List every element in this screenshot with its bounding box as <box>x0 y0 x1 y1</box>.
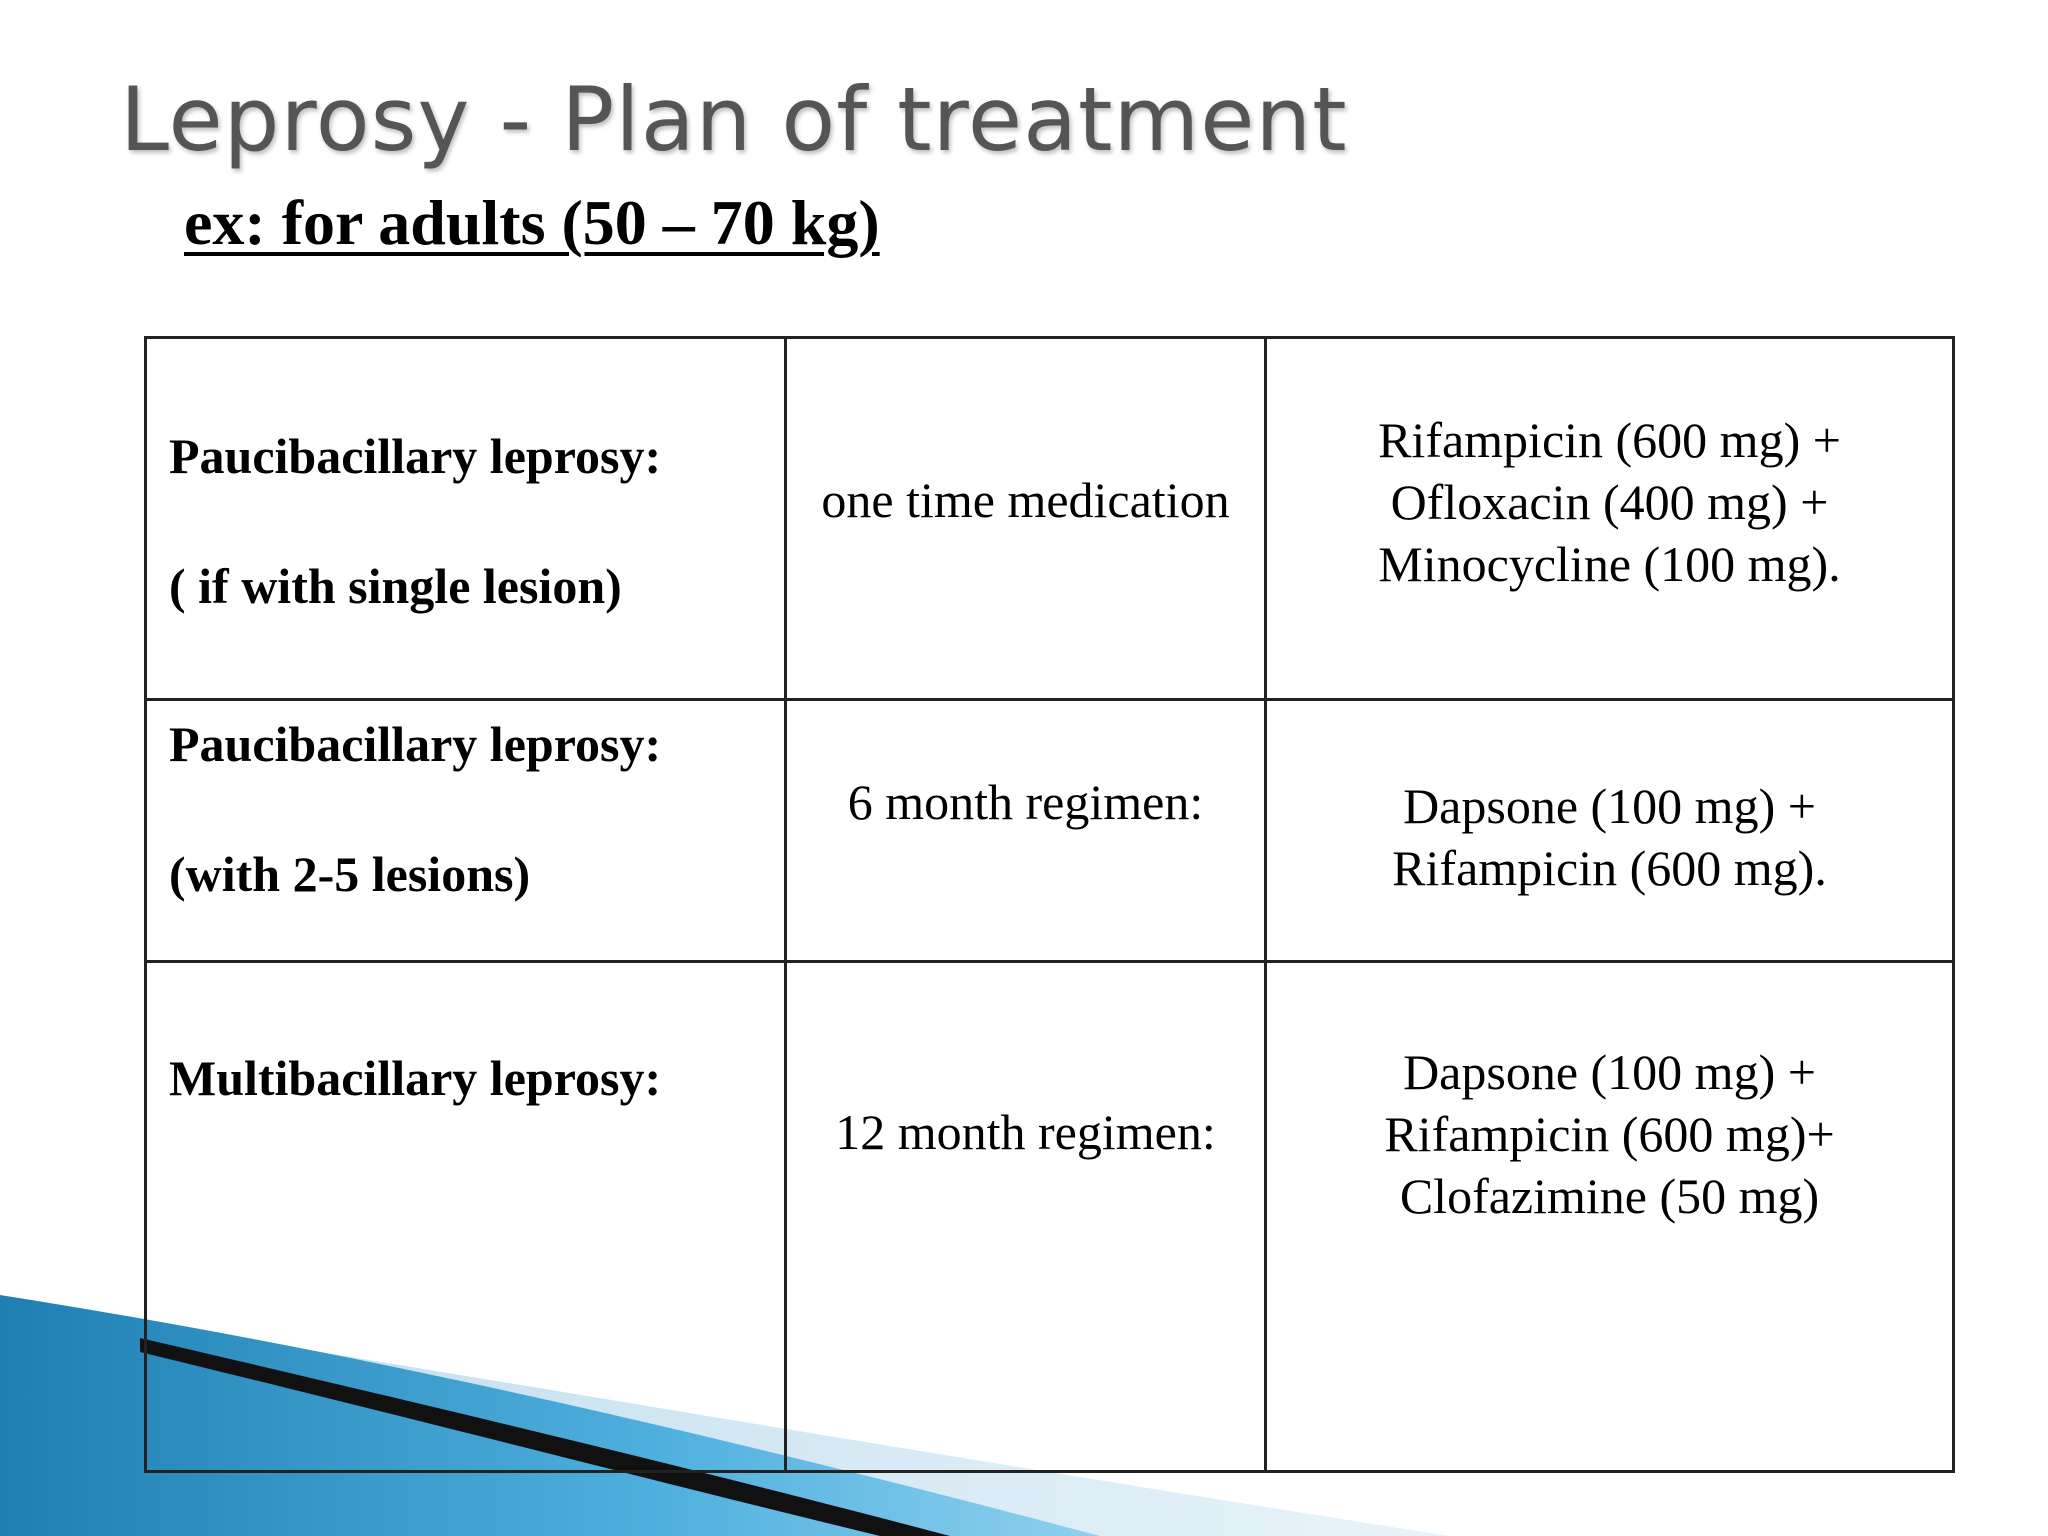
drug-line: Dapsone (100 mg) + <box>1403 1044 1816 1100</box>
drug-line: Rifampicin (600 mg) + <box>1378 412 1841 468</box>
drugs-cell <box>1266 700 1954 962</box>
category-label: Paucibacillary leprosy: <box>169 716 662 772</box>
drugs-cell <box>1266 338 1954 700</box>
drugs-cell <box>1266 962 1954 1472</box>
duration-cell <box>786 338 1266 700</box>
table-row <box>146 962 1954 1472</box>
category-note: (with 2-5 lesions) <box>169 846 531 902</box>
duration-label: 6 month regimen: <box>847 774 1204 830</box>
table-row <box>146 700 1954 962</box>
treatment-table <box>144 336 1955 1473</box>
duration-label: one time medication <box>821 472 1230 528</box>
category-note: ( if with single lesion) <box>169 558 622 614</box>
category-cell <box>146 338 786 700</box>
category-cell <box>146 962 786 1472</box>
slide-subtitle: ex: for adults (50 – 70 kg) <box>184 187 880 258</box>
duration-label: 12 month regimen: <box>835 1104 1216 1160</box>
category-cell <box>146 700 786 962</box>
duration-cell <box>786 962 1266 1472</box>
category-label: Paucibacillary leprosy: <box>169 428 662 484</box>
drug-line: Dapsone (100 mg) + <box>1403 778 1816 834</box>
drug-line: Ofloxacin (400 mg) + <box>1390 474 1829 530</box>
drug-line: Rifampicin (600 mg). <box>1392 840 1827 896</box>
category-label: Multibacillary leprosy: <box>169 1050 662 1106</box>
drug-line: Rifampicin (600 mg)+ <box>1384 1106 1835 1162</box>
slide-title: Leprosy - Plan of treatment <box>120 68 1348 171</box>
table-row <box>146 338 1954 700</box>
drug-line: Minocycline (100 mg). <box>1378 536 1841 592</box>
duration-cell <box>786 700 1266 962</box>
drug-line: Clofazimine (50 mg) <box>1399 1168 1820 1224</box>
